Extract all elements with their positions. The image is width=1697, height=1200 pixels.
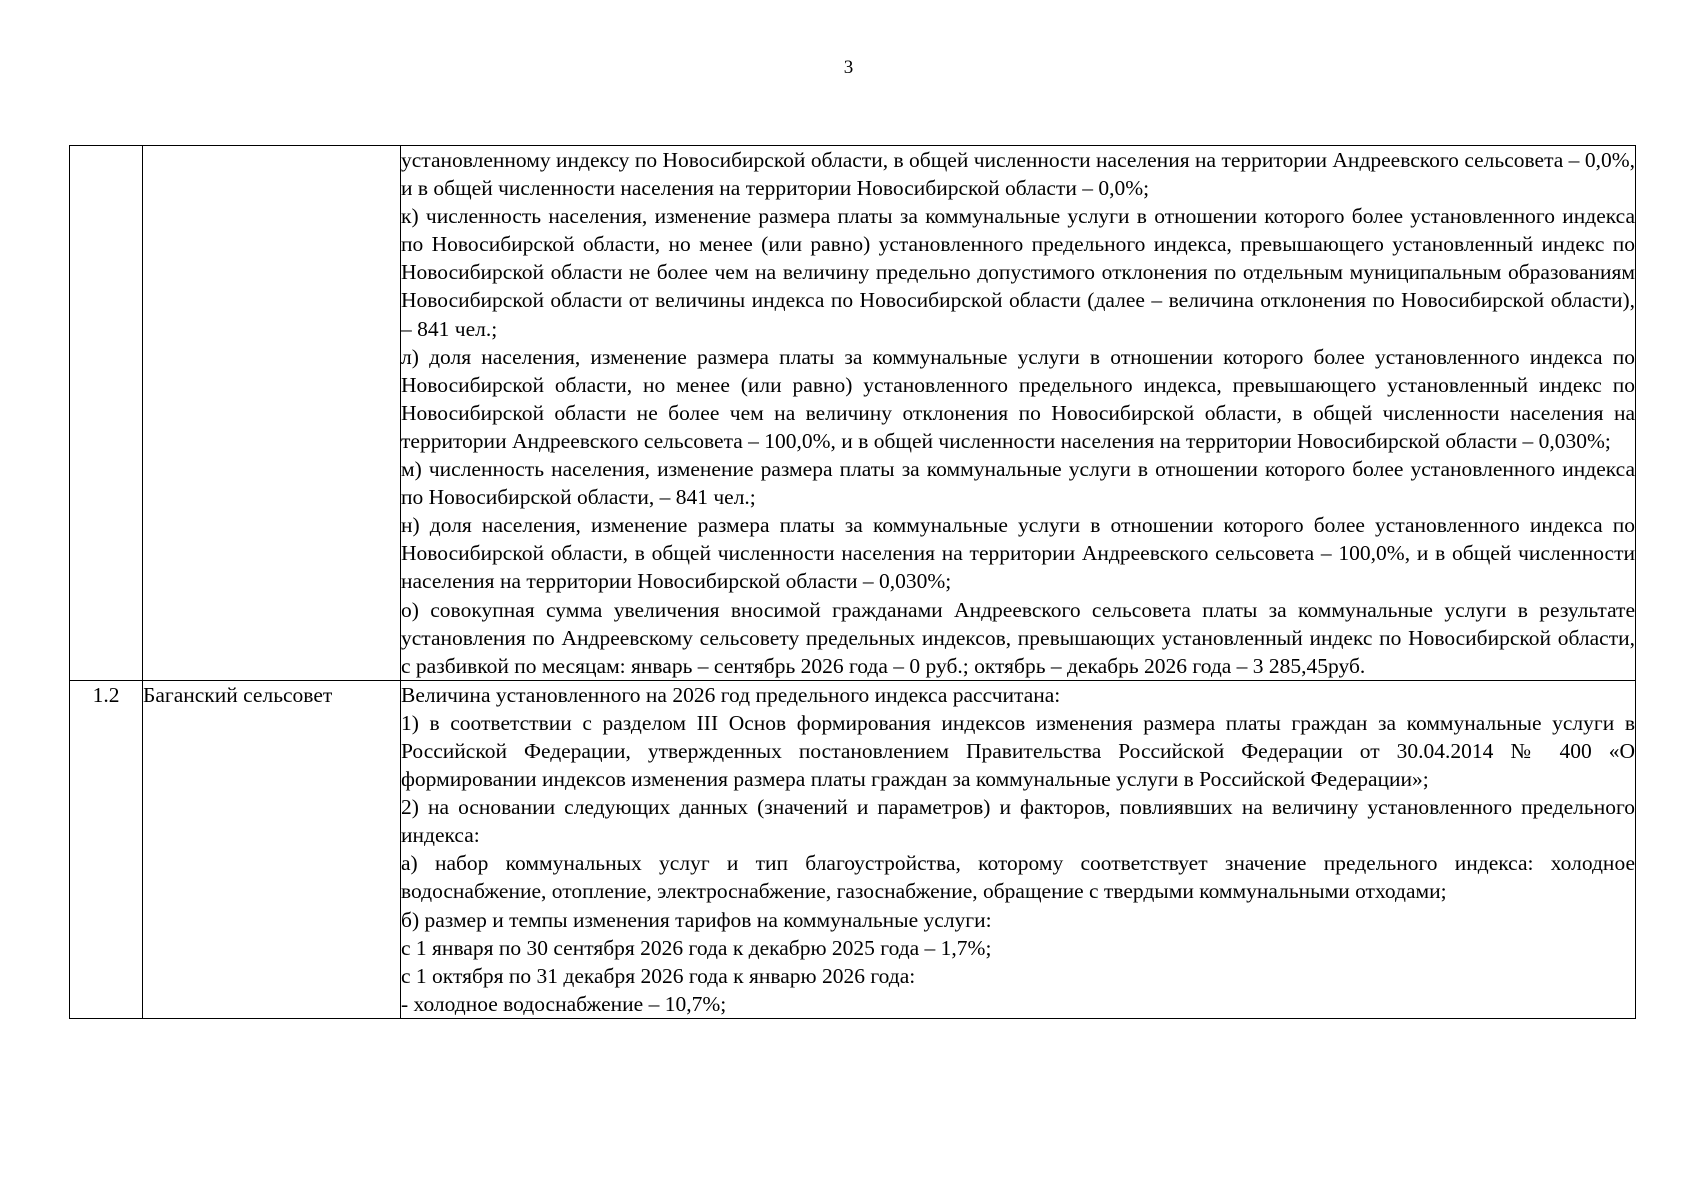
row-number	[70, 146, 143, 681]
municipality-table	[69, 145, 1636, 1019]
page-number: 3	[843, 57, 854, 78]
row-description	[401, 680, 1636, 1018]
paragraph: установленному индексу по Новосибирской области, в общей численности населения на территории Андреевского сельсовета – 0,0%, и в общей численности населения на территории Новосибирской области – 0,0%;	[401, 148, 1635, 201]
paragraph: а) набор коммунальных услуг и тип благоустройства, которому соответствует значение предельного индекса: холодное водоснабжение, отопление, электроснабжение, газоснабжение, обращение с твердыми коммунальными отходами;	[401, 851, 1635, 904]
paragraph: - холодное водоснабжение – 10,7%;	[401, 991, 727, 1016]
paragraph: Величина установленного на 2026 год предельного индекса рассчитана:	[401, 682, 1061, 707]
paragraph: н) доля населения, изменение размера платы за коммунальные услуги в отношении которого более установленного индекса по Новосибирской области, в общей численности населения на территории Андреевского сельсовета – 100,0%, и в общей численности населения на территории Новосибирской области – 0,030%;	[401, 513, 1635, 594]
row-number: 1.2	[70, 680, 143, 1018]
table-row	[70, 680, 1636, 1018]
table-row	[70, 146, 1636, 681]
paragraph: с 1 января по 30 сентября 2026 года к декабрю 2025 года – 1,7%;	[401, 935, 992, 960]
paragraph: л) доля населения, изменение размера платы за коммунальные услуги в отношении которого более установленного индекса по Новосибирской области, но менее (или равно) установленного предельного индекса, превышающего установленный индекс по Новосибирской области не более чем на величину отклонения по Новосибирской области, в общей численности населения на территории Андреевского сельсовета – 100,0%, и в общей численности населения на территории Новосибирской области – 0,030%;	[401, 344, 1635, 453]
paragraph: б) размер и темпы изменения тарифов на коммунальные услуги:	[401, 907, 992, 932]
paragraph: 1) в соответствии с разделом III Основ формирования индексов изменения размера платы граждан за коммунальные услуги в Российской Федерации, утвержденных постановлением Правительства Российской Федерации от 30.04.2014 № 400 «О формировании индексов изменения размера платы граждан за коммунальные услуги в Российской Федерации»;	[401, 710, 1635, 792]
paragraph: 2) на основании следующих данных (значений и параметров) и факторов, повлиявших на величину установленного предельного индекса:	[401, 795, 1635, 848]
paragraph: м) численность населения, изменение размера платы за коммунальные услуги в отношении которого более установленного индекса по Новосибирской области, – 841 чел.;	[401, 457, 1635, 510]
municipality-name: Баганский сельсовет	[143, 680, 401, 1018]
paragraph: к) численность населения, изменение размера платы за коммунальные услуги в отношении которого более установленного индекса по Новосибирской области, но менее (или равно) установленного предельного индекса, превышающего установленный индекс по Новосибирской области не более чем на величину предельно допустимого отклонения по отдельным муниципальным образованиям Новосибирской области от величины индекса по Новосибирской области (далее – величина отклонения по Новосибирской области), – 841 чел.;	[401, 204, 1635, 341]
row-description	[401, 146, 1636, 681]
paragraph: с 1 октября по 31 декабря 2026 года к январю 2026 года:	[401, 963, 916, 988]
paragraph: о) совокупная сумма увеличения вносимой гражданами Андреевского сельсовета платы за коммунальные услуги в результате установления по Андреевскому сельсовету предельных индексов, превышающих установленный индекс по Новосибирской области, с разбивкой по месяцам: январь – сентябрь 2026 года – 0 руб.; октябрь – декабрь 2026 года – 3 285,45руб.	[401, 597, 1635, 678]
municipality-name	[143, 146, 401, 681]
